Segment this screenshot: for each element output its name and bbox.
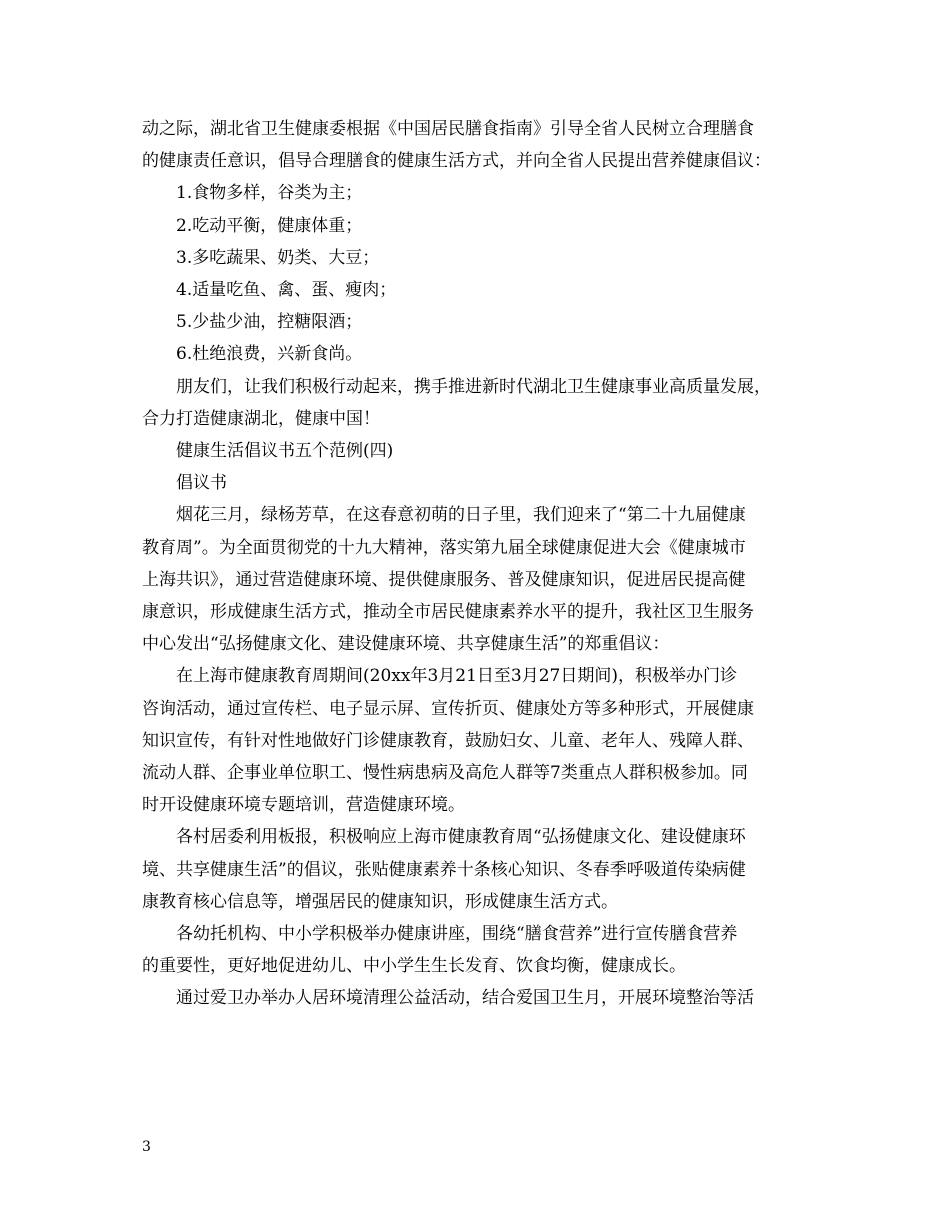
paragraph: 6.杜绝浪费，兴新食尚。	[176, 344, 363, 365]
paragraph: 烟花三月，绿杨芳草，在这春意初萌的日子里，我们迎来了“第二十九届健康 教育周”。为全面贯彻党的十九大精神，落实第九届全球健康促进大会《健康城市 上海共识》，通过营造健康环境、提供健康服务、普及健康知识，促进居民提高健 康意识，形成健康生活方式，推动全市居民健康素养水平的提升，我社区卫生服务 中心发出“弘扬健康文化、建设健康环境、共享健康生活”的郑重倡议：	[142, 505, 754, 655]
page-number: 3	[142, 1139, 151, 1155]
paragraph: 动之际，湖北省卫生健康委根据《中国居民膳食指南》引导全省人民树立合理膳食 的健康责任意识，倡导合理膳食的健康生活方式，并向全省人民提出营养健康倡议：	[142, 119, 771, 172]
paragraph: 在上海市健康教育周期间(20xx年3月21日至3月27日期间)，积极举办门诊 咨询活动，通过宣传栏、电子显示屏、宣传折页、健康处方等多种形式，开展健康 知识宣传，有针对性地做好门诊健康教育，鼓励妇女、儿童、老年人、残障人群、 流动人群、企事业单位职工、慢性病患病及高危人群等7类重点人群积极参加。同 时开设健康环境专题培训，营造健康环境。	[142, 666, 754, 816]
paragraph: 1.食物多样，谷类为主；	[176, 183, 363, 204]
paragraph: 各幼托机构、中小学积极举办健康讲座，围绕“膳食营养”进行宣传膳食营养 的重要性，更好地促进幼儿、中小学生生长发育、饮食均衡，健康成长。	[142, 924, 738, 977]
paragraph: 3.多吃蔬果、奶类、大豆；	[176, 247, 380, 268]
paragraph: 各村居委利用板报，积极响应上海市健康教育周“弘扬健康文化、建设健康环 境、共享健康生活”的倡议，张贴健康素养十条核心知识、冬春季呼吸道传染病健 康教育核心信息等，增强居民的健康知识，形成健康生活方式。	[142, 827, 746, 912]
paragraph: 通过爱卫办举办人居环境清理公益活动，结合爱国卫生月，开展环境整治等活	[176, 988, 754, 1009]
paragraph: 倡议书	[176, 473, 227, 494]
paragraph: 健康生活倡议书五个范例(四)	[176, 441, 394, 462]
paragraph: 朋友们，让我们积极行动起来，携手推进新时代湖北卫生健康事业高质量发展， 合力打造健康湖北，健康中国！	[142, 376, 771, 429]
paragraph: 4.适量吃鱼、禽、蛋、瘦肉；	[176, 280, 397, 301]
document-body	[142, 113, 830, 1015]
paragraph: 2.吃动平衡，健康体重；	[176, 215, 363, 236]
paragraph: 5.少盐少油，控糖限酒；	[176, 312, 363, 333]
